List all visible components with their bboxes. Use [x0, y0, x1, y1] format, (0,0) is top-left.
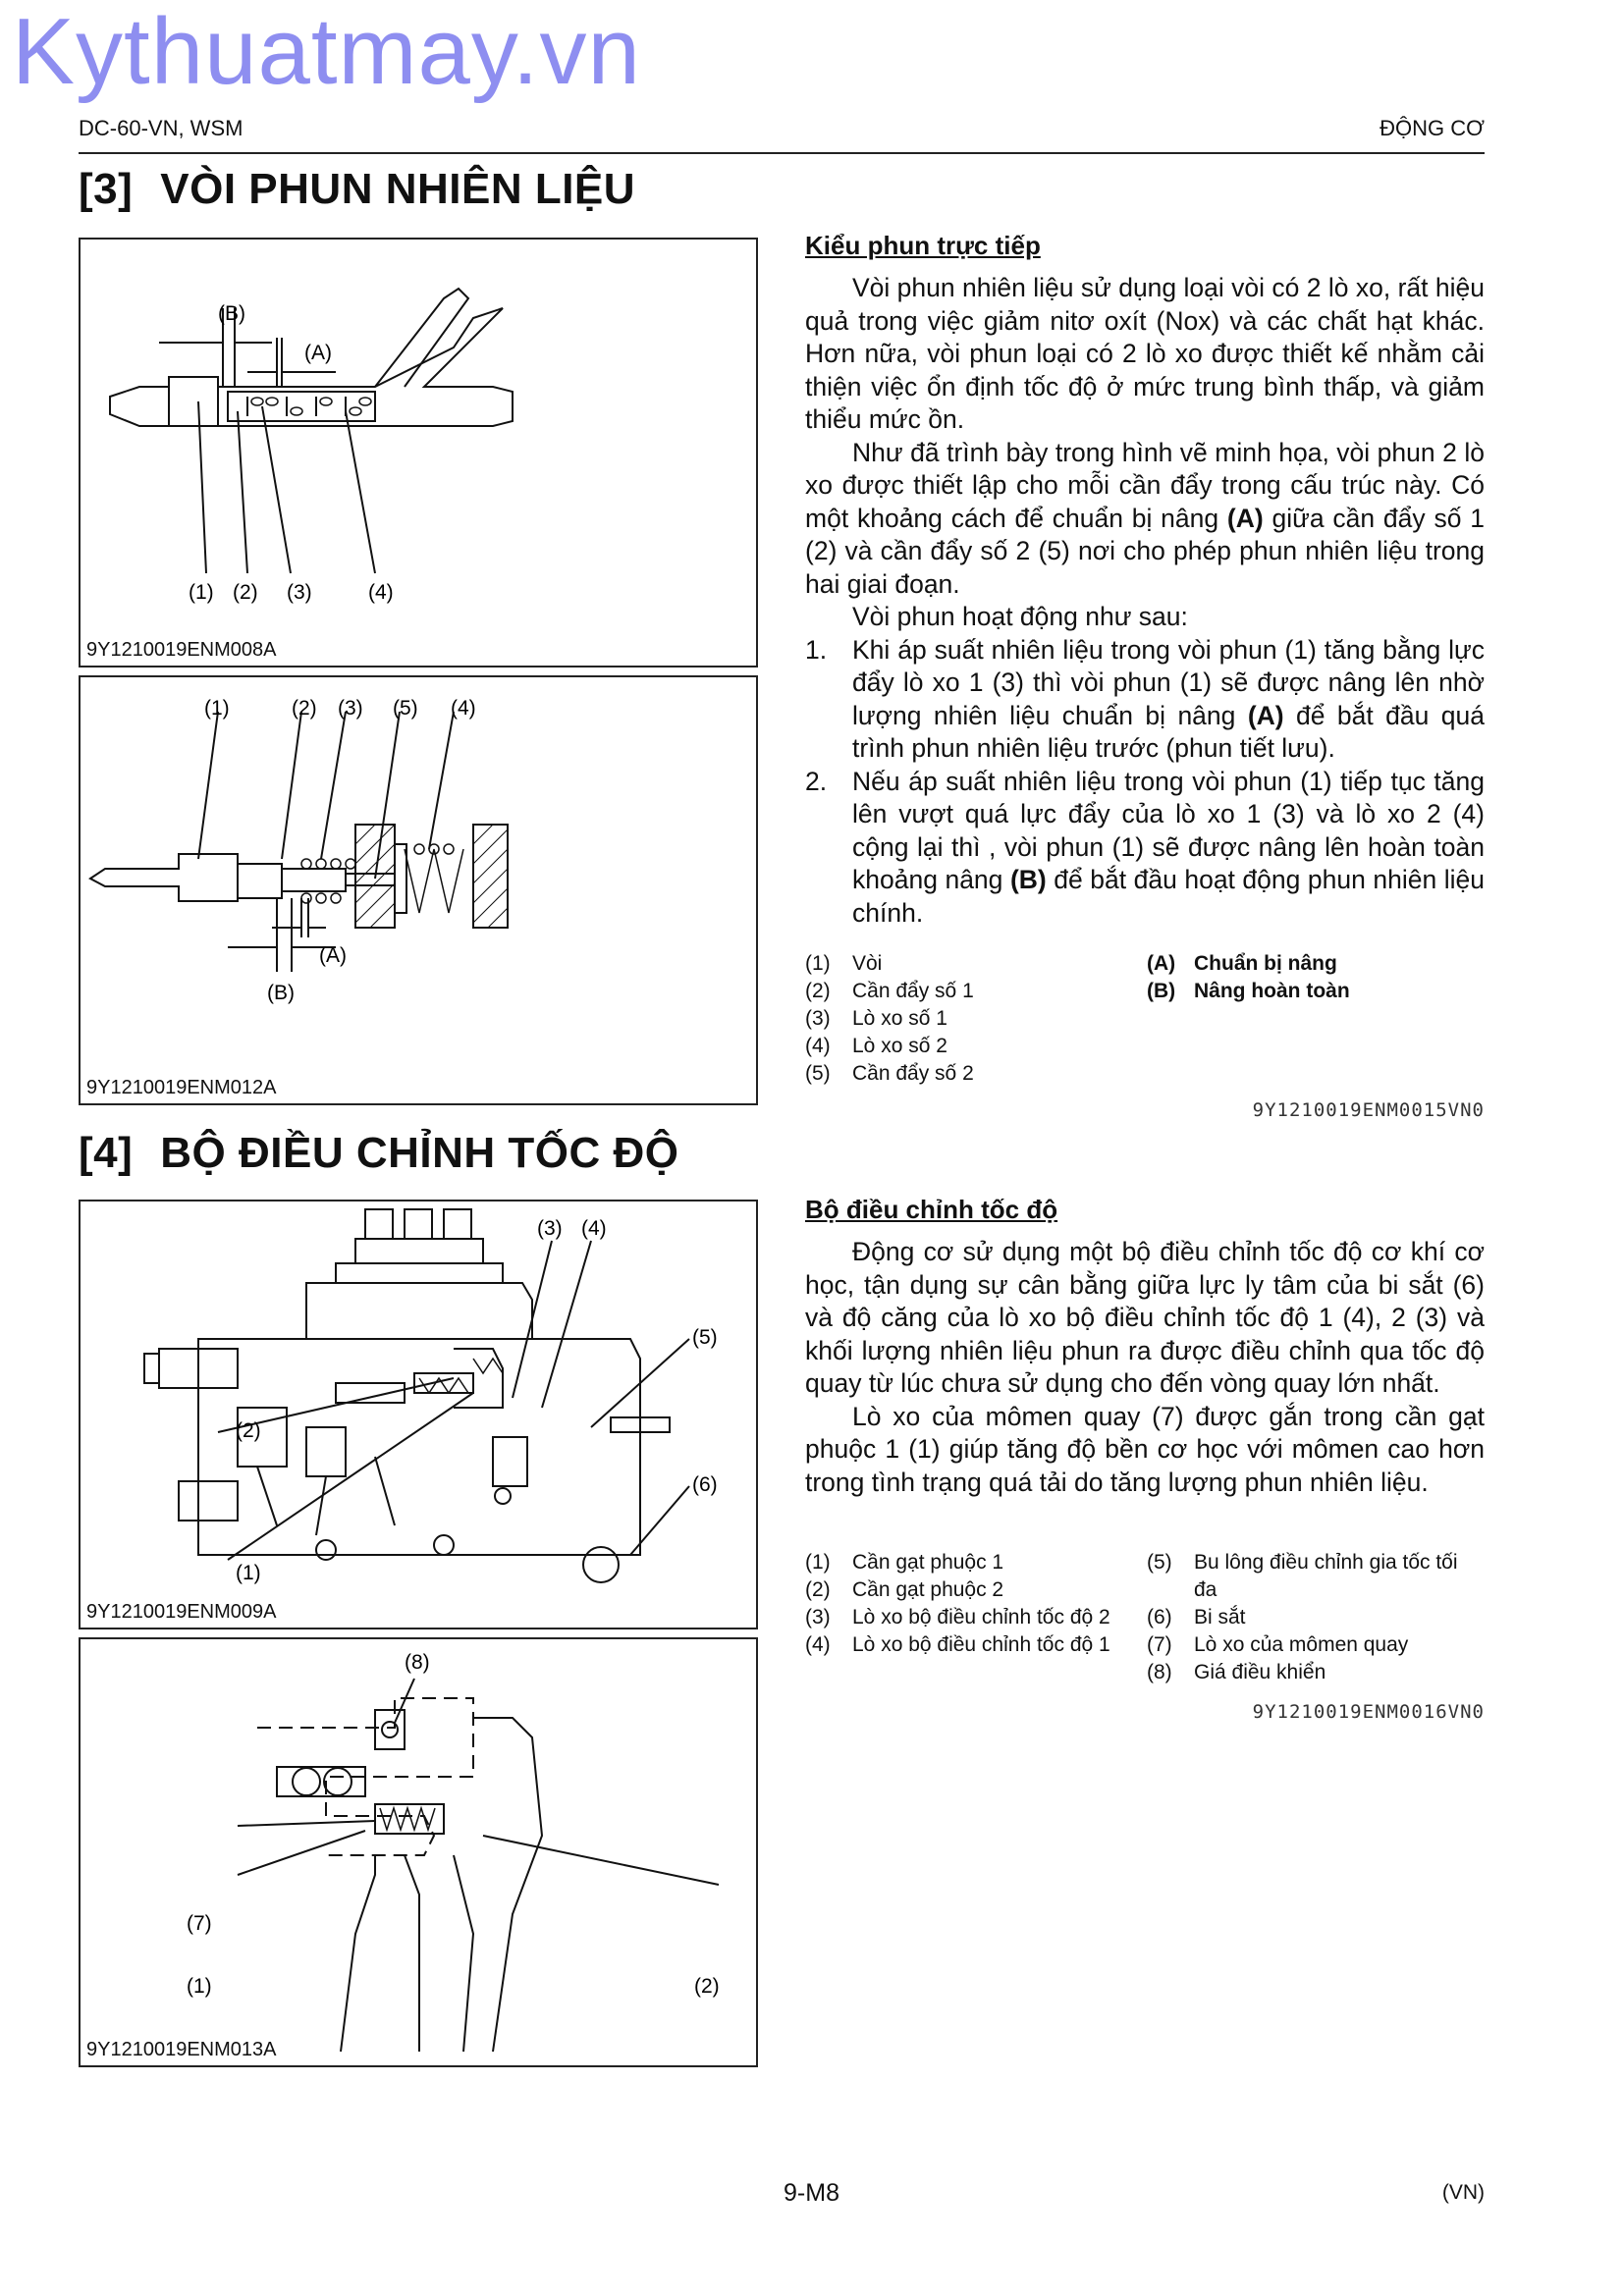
fig3-label-4: (4) [581, 1217, 607, 1240]
legend-value: Bu lông điều chỉnh gia tốc tối đa [1194, 1551, 1458, 1601]
legend-key: (1) [805, 952, 831, 975]
legend-row [805, 1604, 1139, 1631]
legend-key: (A) [1147, 952, 1176, 975]
section-4-legend-left [805, 1549, 1139, 1659]
fig2-label-5: (5) [393, 697, 418, 720]
text-run: Nếu áp suất nhiên liệu trong vòi phun (1) tiếp tục tăng lên vượt quá lực đẩy của lò xo 1 (3) và lò xo 2 (4) cộng lại thì , vòi phun (1) sẽ được nâng lên hoàn toàn khoảng nâng [852, 766, 1485, 894]
figure-torque-spring-detail [79, 1637, 758, 2067]
figure-id: 9Y1210019ENM013A [86, 2039, 277, 2060]
legend-key: (8) [1147, 1661, 1172, 1683]
section-4-number: [4] [79, 1129, 134, 1177]
footer-language: (VN) [1441, 2181, 1485, 2204]
text-run-bold: (A) [1247, 700, 1284, 730]
legend-row [805, 1005, 1139, 1033]
section-3-legend-left [805, 950, 1139, 1088]
legend-key: (6) [1147, 1606, 1172, 1629]
legend-key: (5) [805, 1062, 831, 1085]
two-spring-drawing [81, 677, 756, 1103]
paragraph [805, 437, 1485, 602]
legend-key: (4) [805, 1633, 831, 1656]
header-rule [79, 152, 1485, 154]
fig4-label-1: (1) [187, 1975, 212, 1998]
legend-key: (1) [805, 1551, 831, 1574]
legend-row [1147, 950, 1485, 978]
fig1-label-a: (A) [304, 342, 332, 364]
figure-governor-assembly [79, 1200, 758, 1629]
text-run: để bắt đầu quá trình phun nhiên liệu trước (phun tiết lưu). [852, 700, 1485, 763]
fig2-label-4: (4) [451, 697, 476, 720]
legend-row [1147, 978, 1485, 1005]
legend-value: Lò xo của mômen quay [1194, 1633, 1409, 1656]
figure-id: 9Y1210019ENM008A [86, 639, 277, 661]
legend-key: (3) [805, 1606, 831, 1629]
steps-list [805, 634, 1485, 931]
fig2-label-1: (1) [204, 697, 230, 720]
legend-row [805, 978, 1139, 1005]
fig1-label-2: (2) [233, 581, 258, 604]
legend-row [1147, 1604, 1485, 1631]
paragraph: Động cơ sử dụng một bộ điều chỉnh tốc độ cơ khí cơ học, tận dụng sự cân bằng giữa lực ly tâm của bi sắt (6) và độ căng của lò xo bộ điều chỉnh tốc độ 1 (4), 2 (3) và khối lượng nhiên liệu phun ra được điều chỉnh qua tốc độ quay từ lúc chưa sử dụng cho đến vòng quay lớn nhất. [805, 1237, 1485, 1398]
legend-row [805, 1576, 1139, 1604]
text-run-bold: (B) [1009, 865, 1047, 894]
legend-value: Lò xo số 2 [852, 1035, 947, 1057]
list-item [805, 634, 1485, 766]
paragraph: Vòi phun hoạt động như sau: [852, 602, 1188, 631]
legend-value: Giá điều khiển [1194, 1661, 1326, 1683]
section-4-heading: BỘ ĐIỀU CHỈNH TỐC ĐỘ [160, 1129, 679, 1177]
list-item [805, 766, 1485, 931]
section-3-subheading: Kiểu phun trực tiếp [805, 231, 1041, 260]
fig1-label-3: (3) [287, 581, 312, 604]
legend-row [805, 1033, 1139, 1060]
list-number: 1. [805, 634, 828, 665]
section-4-ref-code: 9Y1210019ENM0016VN0 [1252, 1701, 1485, 1723]
text-run: giữa cần đẩy số 1 (2) và cần đẩy số 2 (5) nơi cho phép phun nhiên liệu trong hai giai đoạn. [805, 503, 1485, 599]
legend-row [805, 950, 1139, 978]
fig3-label-3: (3) [537, 1217, 563, 1240]
legend-row [805, 1549, 1139, 1576]
text-run: Như đã trình bày trong hình vẽ minh họa, vòi phun 2 lò xo được thiết lập cho mỗi cần đẩy trong cấu trúc này. Có một khoảng cách để chuẩn bị nâng [805, 437, 1485, 533]
fig4-label-8: (8) [405, 1651, 430, 1674]
fig3-label-1: (1) [236, 1562, 261, 1584]
legend-key: (2) [805, 980, 831, 1002]
fig2-label-b: (B) [267, 982, 295, 1004]
legend-value: Nâng hoàn toàn [1194, 980, 1350, 1002]
legend-value: Bi sắt [1194, 1606, 1246, 1629]
nozzle-drawing [81, 240, 756, 666]
legend-key: (7) [1147, 1633, 1172, 1656]
text-run-bold: (A) [1226, 503, 1264, 533]
legend-value: Lò xo bộ điều chỉnh tốc độ 1 [852, 1633, 1110, 1656]
legend-key: (3) [805, 1007, 831, 1030]
legend-value: Cần đẩy số 2 [852, 1062, 974, 1085]
legend-key: (4) [805, 1035, 831, 1057]
legend-value: Vòi [852, 952, 883, 975]
fig4-label-2: (2) [694, 1975, 720, 1998]
legend-row [805, 1060, 1139, 1088]
fig3-label-6: (6) [692, 1473, 718, 1496]
paragraph: Vòi phun nhiên liệu sử dụng loại vòi có 2 lò xo, rất hiệu quả trong việc giảm nitơ oxít (Nox) và các chất hạt khác. Hơn nữa, vòi phun loại có 2 lò xo được thiết kế nhằm cải thiện việc ổn định tốc độ ở mức trung bình thấp, và giảm thiểu mức ồn. [805, 273, 1485, 434]
figure-nozzle-sectional [79, 238, 758, 667]
section-3-heading: VÒI PHUN NHIÊN LIỆU [160, 165, 636, 213]
legend-key: (5) [1147, 1551, 1172, 1574]
legend-value: Cần đẩy số 1 [852, 980, 974, 1002]
torque-spring-drawing [81, 1639, 756, 2065]
legend-value: Lò xo bộ điều chỉnh tốc độ 2 [852, 1606, 1110, 1629]
legend-row [1147, 1659, 1485, 1686]
section-3-ref-code: 9Y1210019ENM0015VN0 [1252, 1099, 1485, 1121]
fig1-label-4: (4) [368, 581, 394, 604]
legend-key: (B) [1147, 980, 1176, 1002]
text-run: Khi áp suất nhiên liệu trong vòi phun (1) tăng bằng lực đẩy lò xo 1 (3) thì vòi phun (1) sẽ được nâng lên nhờ lượng nhiên liệu chuẩn bị nâng [852, 634, 1485, 730]
legend-row [1147, 1549, 1485, 1604]
section-3-title [79, 165, 635, 214]
fig4-label-7: (7) [187, 1912, 212, 1935]
fig3-label-2: (2) [236, 1419, 261, 1442]
page-number: 9-M8 [784, 2179, 839, 2207]
header-doc-code: DC-60-VN, WSM [79, 116, 243, 140]
section-4-body [805, 1236, 1485, 1499]
legend-row [1147, 1631, 1485, 1659]
fig1-label-b: (B) [218, 302, 245, 325]
list-number: 2. [805, 766, 828, 796]
section-3-number: [3] [79, 165, 134, 213]
fig1-label-1: (1) [189, 581, 214, 604]
fig2-label-3: (3) [338, 697, 363, 720]
fig2-label-2: (2) [292, 697, 317, 720]
legend-value: Cần gạt phuộc 1 [852, 1551, 1004, 1574]
figure-two-spring-schematic [79, 675, 758, 1105]
figure-id: 9Y1210019ENM009A [86, 1601, 277, 1623]
legend-value: Lò xo số 1 [852, 1007, 947, 1030]
legend-value: Cần gạt phuộc 2 [852, 1578, 1004, 1601]
section-3-legend-right [1147, 950, 1485, 1005]
legend-value: Chuẩn bị nâng [1194, 952, 1337, 975]
text-run: để bắt đầu hoạt động phun nhiên liệu chính. [852, 865, 1485, 928]
paragraph: Lò xo của mômen quay (7) được gắn trong cần gạt phuộc 1 (1) giúp tăng độ bền cơ học với mômen cao hơn trong tình trạng quá tải do tăng lượng phun nhiên liệu. [805, 1401, 1485, 1497]
section-3-body [805, 272, 1485, 930]
figure-id: 9Y1210019ENM012A [86, 1077, 277, 1098]
section-4-subheading: Bộ điều chỉnh tốc độ [805, 1195, 1058, 1224]
fig3-label-5: (5) [692, 1326, 718, 1349]
fig2-label-a: (A) [319, 944, 347, 967]
legend-row [805, 1631, 1139, 1659]
governor-drawing [81, 1201, 756, 1628]
header-chapter: ĐỘNG CƠ [1380, 116, 1485, 140]
legend-key: (2) [805, 1578, 831, 1601]
section-4-legend-right [1147, 1549, 1485, 1686]
section-4-title [79, 1129, 679, 1178]
watermark-logo: Kythuatmay.vn [12, 0, 641, 104]
